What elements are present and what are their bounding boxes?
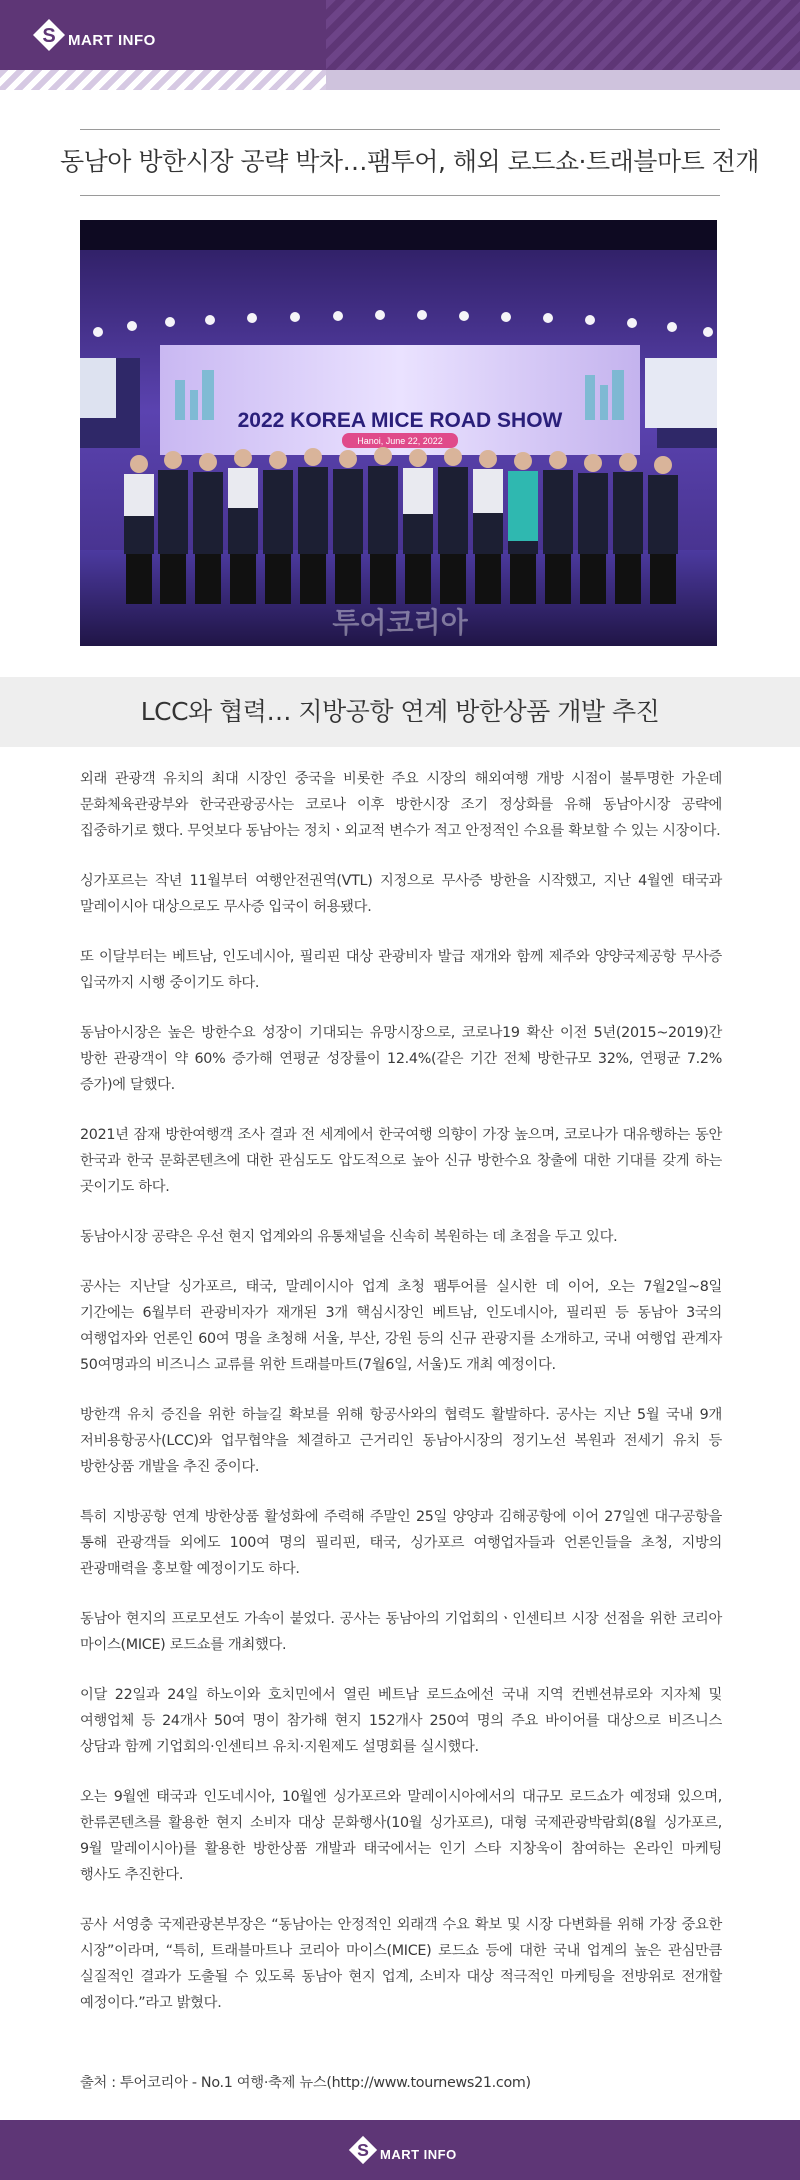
svg-text:S: S: [357, 2140, 369, 2161]
paragraph: 동남아시장은 높은 방한수요 성장이 기대되는 유망시장으로, 코로나19 확산 이전 5년(2015~2019)간 방한 관광객이 약 60% 증가해 연평균 성장률이 12.4%(같은 기간 전체 방한규모 32%, 연평균 7.2% 증가)에 달했다.: [80, 1025, 722, 1093]
s-logo-icon: [32, 18, 66, 52]
article-photo: [80, 220, 717, 646]
header-sub-band: [0, 70, 800, 90]
logo-text: MART INFO: [68, 31, 156, 49]
subtitle-band: [0, 677, 800, 747]
logo-text: MART INFO: [380, 2147, 457, 2162]
paragraph: 또 이달부터는 베트남, 인도네시아, 필리핀 대상 관광비자 발급 재개와 함께 제주와 양양국제공항 무사증 입국까지 시행 중이기도 하다.: [80, 949, 722, 991]
s-logo-icon: [348, 2135, 378, 2165]
footer-logo[interactable]: [348, 2133, 457, 2167]
article-title: 동남아 방한시장 공략 박차…팸투어, 해외 로드쇼·트래블마트 전개: [60, 147, 759, 176]
header-sub-stripes: [0, 70, 326, 90]
paragraph: 이달 22일과 24일 하노이와 호치민에서 열린 베트남 로드쇼에선 국내 지역 컨벤션뷰로와 지자체 및 여행업체 등 24개사 50여 명이 참가해 현지 152개사 250여 명의 주요 바이어를 대상으로 비즈니스 상담과 함께 기업회의·인센티브 유치·지원제도 설명회를 실시했다.: [80, 1687, 722, 1755]
header-band: [0, 0, 800, 70]
article-subtitle: LCC와 협력… 지방공항 연계 방한상품 개발 추진: [140, 697, 660, 726]
article-source: 출처 : 투어코리아 - No.1 여행·축제 뉴스(http://www.tournews21.com): [80, 2075, 531, 2091]
svg-text:2022 KOREA MICE ROAD SHOW: 2022 KOREA MICE ROAD SHOW: [237, 409, 563, 432]
paragraph: 외래 관광객 유치의 최대 시장인 중국을 비롯한 주요 시장의 해외여행 개방 시점이 불투명한 가운데 문화체육관광부와 한국관광공사는 코로나 이후 방한시장 조기 정상화를 유해 동남아시장 공략에 집중하기로 했다. 무엇보다 동남아는 정치ㆍ외교적 변수가 적고 안정적인 수요를 확보할 수 있는 시장이다.: [80, 771, 722, 839]
site-header: [0, 0, 800, 90]
article-body: [80, 766, 722, 2040]
paragraph: 공사는 지난달 싱가포르, 태국, 말레이시아 업계 초청 팸투어를 실시한 데 이어, 오는 7월2일~8일 기간에는 6월부터 관광비자가 재개된 3개 핵심시장인 베트남, 인도네시아, 필리핀 등 동남아 3국의 여행업자와 언론인 60여 명을 초청해 서울, 부산, 강원 등의 신규 관광지를 소개하고, 국내 여행업 관계자 50여명과의 비즈니스 교류를 위한 트래블마트(7월6일, 서울)도 개최 예정이다.: [80, 1279, 722, 1373]
paragraph: 싱가포르는 작년 11월부터 여행안전권역(VTL) 지정으로 무사증 방한을 시작했고, 지난 4월엔 태국과 말레이시아 대상으로도 무사증 입국이 허용됐다.: [80, 873, 722, 915]
paragraph: 동남아시장 공략은 우선 현지 업계와의 유통채널을 신속히 복원하는 데 초점을 두고 있다.: [80, 1229, 618, 1245]
title-top-rule: [80, 129, 720, 130]
paragraph: 공사 서영충 국제관광본부장은 “동남아는 안정적인 외래객 수요 확보 및 시장 다변화를 위해 가장 중요한 시장”이라며, “특히, 트래블마트나 코리아 마이스(MICE) 로드쇼 등에 대한 국내 업계의 높은 관심만큼 실질적인 결과가 도출될 수 있도록 동남아 현지 업계, 소비자 대상 적극적인 마케팅을 전방위로 전개할 예정이다.”라고 밝혔다.: [80, 1917, 722, 2011]
site-footer: [0, 2120, 800, 2180]
svg-text:S: S: [42, 25, 56, 47]
paragraph: 오는 9월엔 태국과 인도네시아, 10월엔 싱가포르와 말레이시아에서의 대규모 로드쇼가 예정돼 있으며, 한류콘텐츠를 활용한 현지 소비자 대상 문화행사(10월 싱가포르), 대형 국제관광박람회(8월 싱가포르, 9월 말레이시아)를 활용한 방한상품 개발과 태국에서는 인기 스타 지창욱이 참여하는 온라인 마케팅 행사도 추진한다.: [80, 1789, 722, 1883]
svg-text:투어코리아: 투어코리아: [332, 606, 468, 639]
header-sub-solid: [326, 70, 800, 90]
paragraph: 동남아 현지의 프로모션도 가속이 붙었다. 공사는 동남아의 기업회의ㆍ인센티브 시장 선점을 위한 코리아 마이스(MICE) 로드쇼를 개최했다.: [80, 1611, 722, 1653]
header-stripe-pattern: [326, 0, 800, 70]
svg-text:Hanoi, June 22, 2022: Hanoi, June 22, 2022: [357, 436, 443, 446]
paragraph: 특히 지방공항 연계 방한상품 활성화에 주력해 주말인 25일 양양과 김해공항에 이어 27일엔 대구공항을 통해 관광객들 외에도 100여 명의 필리핀, 태국, 싱가포르 여행업자들과 언론인들을 초청, 지방의 관광매력을 홍보할 예정이기도 하다.: [80, 1509, 722, 1577]
smart-info-logo[interactable]: [32, 16, 156, 54]
title-bottom-rule: [80, 195, 720, 196]
paragraph: 2021년 잠재 방한여행객 조사 결과 전 세계에서 한국여행 의향이 가장 높으며, 코로나가 대유행하는 동안 한국과 한국 문화콘텐츠에 대한 관심도도 압도적으로 높아 신규 방한수요 창출에 대한 기대를 갖게 하는 곳이기도 하다.: [80, 1127, 722, 1195]
paragraph: 방한객 유치 증진을 위한 하늘길 확보를 위해 항공사와의 협력도 활발하다. 공사는 지난 5월 국내 9개 저비용항공사(LCC)와 업무협약을 체결하고 근거리인 동남아시장의 정기노선 복원과 전세기 유치 등 방한상품 개발을 추진 중이다.: [80, 1407, 722, 1475]
roadshow-photo: [80, 220, 717, 646]
